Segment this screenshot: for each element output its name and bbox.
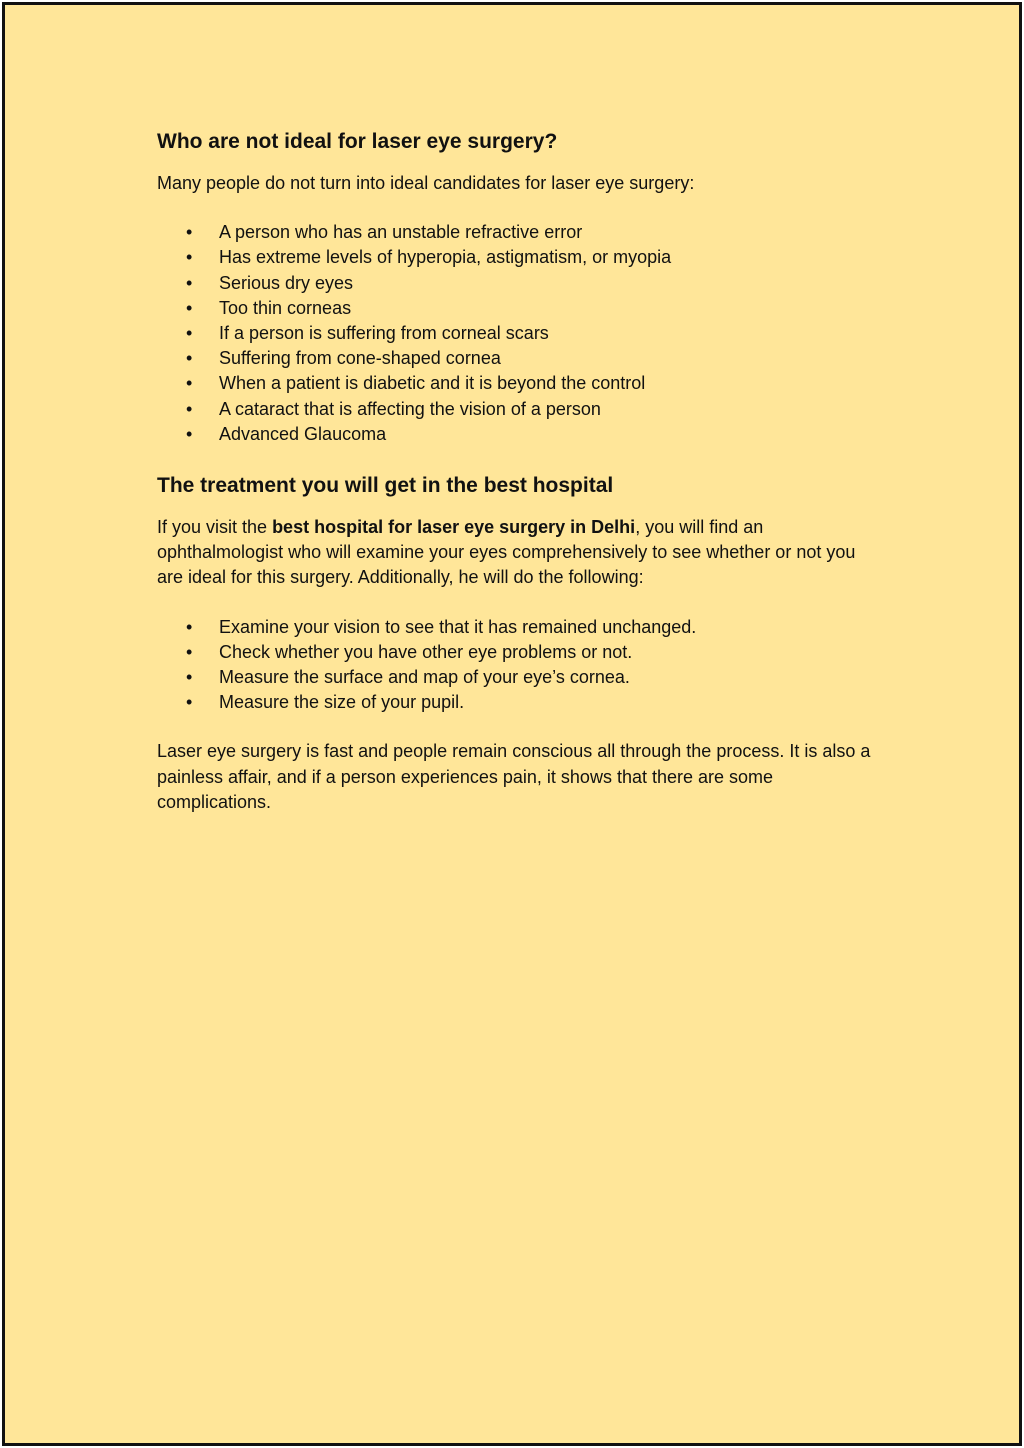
list-item: • Measure the surface and map of your eye’s cornea.	[157, 665, 877, 690]
section-heading-not-ideal: Who are not ideal for laser eye surgery?	[157, 130, 558, 153]
bullet-icon: •	[186, 297, 193, 318]
section-intro-treatment: If you visit the best hospital for laser eye surgery in Delhi, you will find an ophthalmologist who will examine your eyes comprehensively to see whether or not you are ideal for this surgery. Additionally, he will do the following:	[157, 517, 856, 588]
bullet-icon: •	[186, 247, 193, 268]
list-item: • Too thin corneas	[157, 296, 877, 321]
bullet-icon: •	[186, 323, 193, 344]
list-item: • Suffering from cone-shaped cornea	[157, 346, 877, 371]
bullet-icon: •	[186, 616, 193, 637]
document-page	[2, 2, 1022, 1446]
bullet-icon: •	[186, 272, 193, 293]
bullet-icon: •	[186, 641, 193, 662]
section-heading-treatment: The treatment you will get in the best hospital	[157, 474, 614, 498]
bullet-icon: •	[186, 423, 193, 444]
bullet-icon: •	[186, 348, 193, 369]
bullet-icon: •	[186, 667, 193, 688]
closing-paragraph: Laser eye surgery is fast and people remain conscious all through the process. It is also a painless affair, and if a person experiences pain, it shows that there are some complications.	[157, 741, 871, 812]
document-content	[157, 127, 877, 839]
list-item: • Measure the size of your pupil.	[157, 690, 877, 715]
bullet-icon: •	[186, 373, 193, 394]
list-item: • Has extreme levels of hyperopia, astigmatism, or myopia	[157, 245, 877, 270]
not-ideal-list	[157, 220, 877, 447]
section-intro-not-ideal: Many people do not turn into ideal candidates for laser eye surgery:	[157, 173, 695, 193]
list-item: • Advanced Glaucoma	[157, 422, 877, 447]
treatment-list	[157, 615, 877, 716]
list-item: • A person who has an unstable refractive error	[157, 220, 877, 245]
bullet-icon: •	[186, 222, 193, 243]
list-item: • Examine your vision to see that it has remained unchanged.	[157, 615, 877, 640]
list-item: • A cataract that is affecting the vision of a person	[157, 397, 877, 422]
list-item: • Check whether you have other eye problems or not.	[157, 640, 877, 665]
hospital-emphasis: best hospital for laser eye surgery in Delhi	[272, 517, 636, 538]
list-item: • Serious dry eyes	[157, 271, 877, 296]
list-item: • When a patient is diabetic and it is beyond the control	[157, 371, 877, 396]
list-item: • If a person is suffering from corneal scars	[157, 321, 877, 346]
bullet-icon: •	[186, 692, 193, 713]
bullet-icon: •	[186, 398, 193, 419]
